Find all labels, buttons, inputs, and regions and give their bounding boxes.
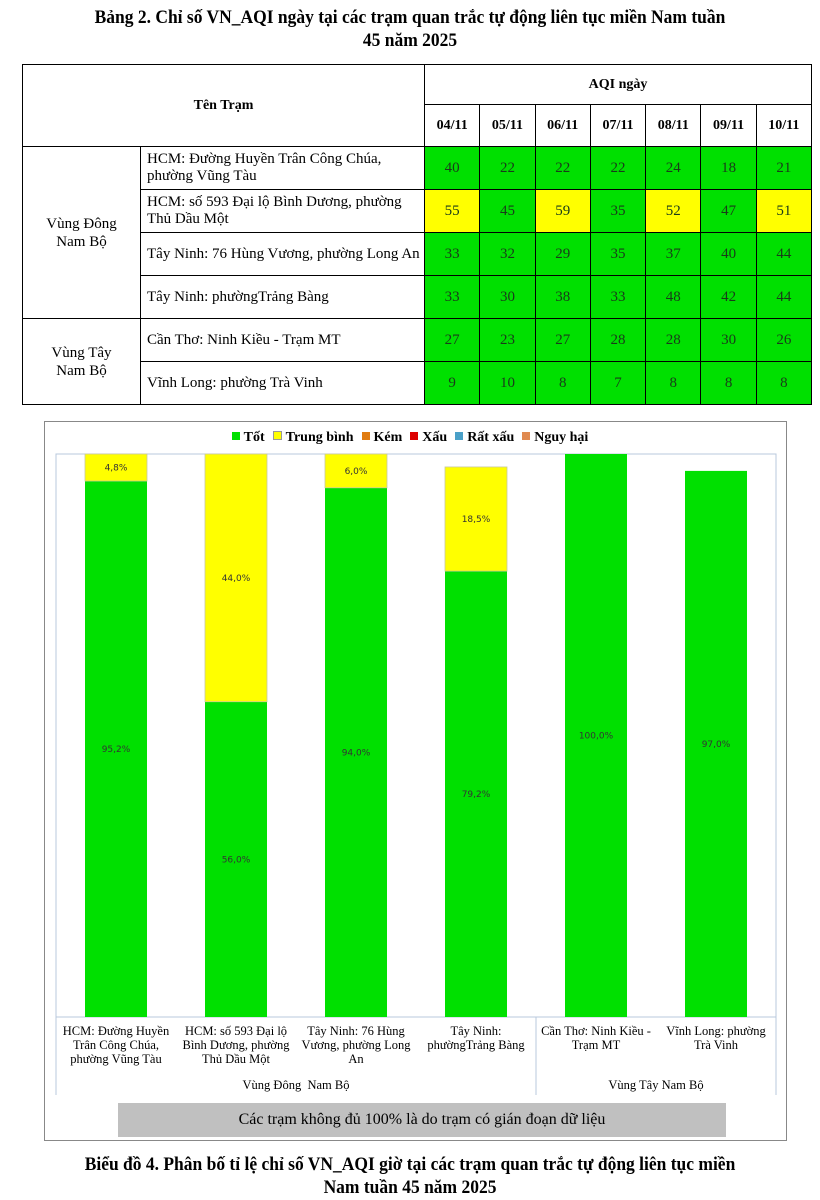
group-label: Vùng Đông Nam Bộ — [242, 1078, 350, 1092]
aqi-value: 26 — [756, 319, 811, 362]
chart-caption — [33, 1153, 787, 1199]
header-date: 08/11 — [646, 105, 701, 147]
station-name: HCM: Đường Huyền Trân Công Chúa, phường Vũng Tàu — [141, 147, 425, 190]
category-label — [536, 1024, 656, 1052]
aqi-value: 18 — [701, 147, 756, 190]
aqi-value: 22 — [590, 147, 645, 190]
data-label: 97,0% — [701, 739, 731, 750]
category-label — [656, 1024, 776, 1052]
header-date: 07/11 — [590, 105, 645, 147]
header-date: 10/11 — [756, 105, 811, 147]
aqi-value: 28 — [590, 319, 645, 362]
aqi-value: 23 — [480, 319, 535, 362]
data-label: 56,0% — [221, 855, 251, 866]
legend-label: Tốt — [243, 430, 265, 445]
aqi-value: 33 — [425, 233, 480, 276]
aqi-value: 40 — [701, 233, 756, 276]
aqi-value: 22 — [480, 147, 535, 190]
aqi-value: 51 — [756, 190, 811, 233]
category-label-line: Tây Ninh: 76 Hùng — [307, 1024, 405, 1038]
station-name: HCM: số 593 Đại lộ Bình Dương, phường Thủ Dầu Một — [141, 190, 425, 233]
aqi-value: 42 — [701, 276, 756, 319]
data-label: 94,0% — [341, 748, 371, 759]
category-label — [56, 1024, 176, 1066]
aqi-value: 8 — [646, 362, 701, 405]
region-cell: Vùng Đông Nam Bộ — [23, 147, 141, 319]
data-label: 4,8% — [104, 463, 128, 474]
category-label-line: phường Vũng Tàu — [70, 1052, 162, 1066]
station-name: Tây Ninh: phườngTrảng Bàng — [141, 276, 425, 319]
category-label-line: HCM: số 593 Đại lộ — [184, 1024, 288, 1038]
category-label-line: Bình Dương, phường — [182, 1038, 290, 1052]
aqi-value: 10 — [480, 362, 535, 405]
station-name: Cần Thơ: Ninh Kiều - Trạm MT — [141, 319, 425, 362]
chart-caption-line1: Biểu đồ 4. Phân bố tỉ lệ chỉ số VN_AQI giờ tại các trạm quan trắc tự động liên tục miền — [84, 1154, 736, 1175]
aqi-value: 8 — [701, 362, 756, 405]
aqi-value: 30 — [701, 319, 756, 362]
data-label: 79,2% — [461, 790, 491, 801]
category-label — [416, 1024, 536, 1052]
aqi-value: 29 — [535, 233, 590, 276]
aqi-value: 21 — [756, 147, 811, 190]
table-title-line1: Bảng 2. Chỉ số VN_AQI ngày tại các trạm quan trắc tự động liên tục miền Nam tuần — [94, 7, 726, 28]
category-label-line: Trạm MT — [571, 1038, 621, 1052]
category-label-line: Thủ Dầu Một — [201, 1052, 271, 1066]
aqi-value: 52 — [646, 190, 701, 233]
category-label — [176, 1024, 296, 1066]
aqi-value: 35 — [590, 190, 645, 233]
aqi-value: 7 — [590, 362, 645, 405]
aqi-value: 44 — [756, 276, 811, 319]
aqi-value: 32 — [480, 233, 535, 276]
aqi-value: 33 — [425, 276, 480, 319]
aqi-value: 22 — [535, 147, 590, 190]
data-label: 6,0% — [344, 466, 368, 477]
header-station: Tên Trạm — [23, 65, 425, 147]
aqi-value: 55 — [425, 190, 480, 233]
aqi-value: 27 — [425, 319, 480, 362]
category-label-line: Cần Thơ: Ninh Kiều - — [541, 1024, 651, 1038]
category-label-line: Trà Vinh — [693, 1038, 739, 1052]
category-label-line: Tây Ninh: — [450, 1024, 502, 1038]
data-label: 18,5% — [461, 515, 491, 526]
legend-label: Trung bình — [285, 430, 354, 445]
aqi-value: 27 — [535, 319, 590, 362]
aqi-value: 9 — [425, 362, 480, 405]
legend-label: Rất xấu — [467, 430, 515, 445]
category-label-line: Vương, phường Long — [301, 1038, 411, 1052]
header-date: 04/11 — [425, 105, 480, 147]
data-label: 95,2% — [101, 745, 131, 756]
header-date: 06/11 — [535, 105, 590, 147]
station-name: Vĩnh Long: phường Trà Vinh — [141, 362, 425, 405]
aqi-value: 47 — [701, 190, 756, 233]
aqi-value: 38 — [535, 276, 590, 319]
data-label: 44,0% — [221, 573, 251, 584]
aqi-value: 8 — [535, 362, 590, 405]
aqi-value: 35 — [590, 233, 645, 276]
legend-label: Kém — [373, 430, 403, 445]
data-label: 100,0% — [578, 731, 614, 742]
category-label-line: Trân Công Chúa, — [72, 1038, 159, 1052]
group-label: Vùng Tây Nam Bộ — [608, 1078, 704, 1092]
plot-area — [56, 454, 776, 1017]
category-label-line: HCM: Đường Huyền — [62, 1024, 170, 1038]
aqi-value: 37 — [646, 233, 701, 276]
legend-label: Xấu — [422, 430, 448, 445]
category-label-line: Vĩnh Long: phường — [666, 1024, 766, 1038]
aqi-value: 8 — [756, 362, 811, 405]
category-label — [296, 1024, 416, 1066]
aqi-value: 40 — [425, 147, 480, 190]
header-date: 05/11 — [480, 105, 535, 147]
legend-label: Nguy hại — [534, 430, 589, 445]
aqi-value: 59 — [535, 190, 590, 233]
aqi-value: 44 — [756, 233, 811, 276]
chart-caption-line2: Nam tuần 45 năm 2025 — [323, 1177, 497, 1198]
table-title-line2: 45 năm 2025 — [362, 30, 458, 51]
aqi-value: 28 — [646, 319, 701, 362]
aqi-value: 45 — [480, 190, 535, 233]
header-aqi: AQI ngày — [425, 65, 812, 105]
aqi-value: 24 — [646, 147, 701, 190]
header-date: 09/11 — [701, 105, 756, 147]
chart-note: Các trạm không đủ 100% là do trạm có gián đoạn dữ liệu — [118, 1103, 726, 1137]
aqi-value: 33 — [590, 276, 645, 319]
category-label-line: phườngTrảng Bàng — [427, 1038, 525, 1052]
category-label-line: An — [348, 1052, 364, 1066]
aqi-value: 48 — [646, 276, 701, 319]
station-name: Tây Ninh: 76 Hùng Vương, phường Long An — [141, 233, 425, 276]
aqi-value: 30 — [480, 276, 535, 319]
region-cell: Vùng Tây Nam Bộ — [23, 319, 141, 405]
